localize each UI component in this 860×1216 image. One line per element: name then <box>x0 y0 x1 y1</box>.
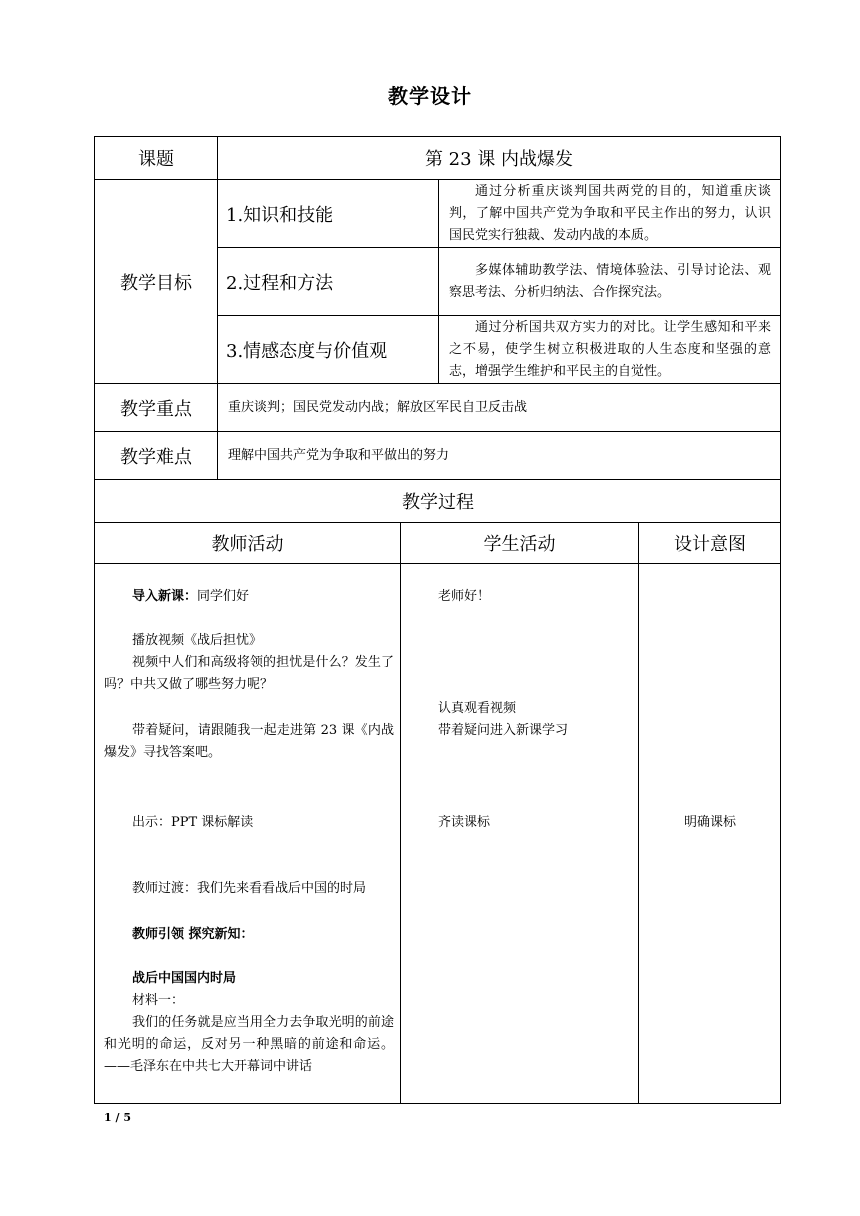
student-read: 齐读课标 <box>438 815 491 830</box>
guide-line: 教师引领 探究新知： <box>132 927 254 942</box>
intro-text: 同学们好 <box>197 589 250 604</box>
material-label: 材料一： <box>132 993 185 1008</box>
student-greet: 老师好！ <box>438 589 491 604</box>
student-watch: 认真观看视频 <box>438 701 517 716</box>
intro-line <box>132 586 394 608</box>
difficulties-label: 教学难点 <box>120 446 192 468</box>
intent-clarify: 明确课标 <box>683 815 736 830</box>
key-points-label: 教学重点 <box>120 398 192 420</box>
key-points-value: 重庆谈判；国民党发动内战；解放区军民自卫反击战 <box>228 399 528 415</box>
ppt-line: 出示：PPT 课标解读 <box>132 815 254 830</box>
header-student: 学生活动 <box>483 534 556 555</box>
objective-text-values: 通过分析国共双方实力的对比。让学生感知和平来之不易，使学生树立积极进取的人生态度和坚强的意志，增强学生维护和平民主的自觉性。 <box>449 319 771 379</box>
objective-text-knowledge: 通过分析重庆谈判国共两党的目的，知道重庆谈判，了解中国共产党为争取和平民主作出的努力，认识国民党实行独裁、发动内战的本质。 <box>449 183 771 243</box>
process-label: 教学过程 <box>402 492 474 513</box>
topic-label: 课题 <box>138 149 174 170</box>
video-line: 播放视频《战后担忧》 <box>132 633 263 648</box>
question-line: 视频中人们和高级将领的担忧是什么？发生了吗？中共又做了哪些努力呢？ <box>104 655 394 692</box>
topic-value: 第 23 课 内战爆发 <box>424 149 574 170</box>
objective-name-knowledge: 1.知识和技能 <box>226 204 334 226</box>
section-line: 战后中国国内时局 <box>132 971 237 986</box>
objective-text-process: 多媒体辅助教学法、情境体验法、引导讨论法、观察思考法、分析归纳法、合作探究法。 <box>449 262 771 300</box>
intro-label: 导入新课： <box>132 589 198 604</box>
page-number: 1 / 5 <box>104 1111 131 1124</box>
page-title: 教学设计 <box>388 84 472 108</box>
transition-line: 教师过渡：我们先来看看战后中国的时局 <box>132 881 367 896</box>
objectives-label: 教学目标 <box>120 272 192 294</box>
header-intent: 设计意图 <box>674 534 746 555</box>
lead-line: 带着疑问，请跟随我一起走进第 23 课《内战爆发》寻找答案吧。 <box>104 723 394 760</box>
student-enter: 带着疑问进入新课学习 <box>438 723 569 738</box>
objective-name-process: 2.过程和方法 <box>226 272 334 294</box>
header-teacher: 教师活动 <box>211 534 284 555</box>
objective-name-values: 3.情感态度与价值观 <box>226 340 388 362</box>
material-text: 我们的任务就是应当用全力去争取光明的前途和光明的命运，反对另一种黑暗的前途和命运。——毛泽东在中共七大开幕词中讲话 <box>104 1015 394 1074</box>
difficulties-value: 理解中国共产党为争取和平做出的努力 <box>228 447 450 463</box>
